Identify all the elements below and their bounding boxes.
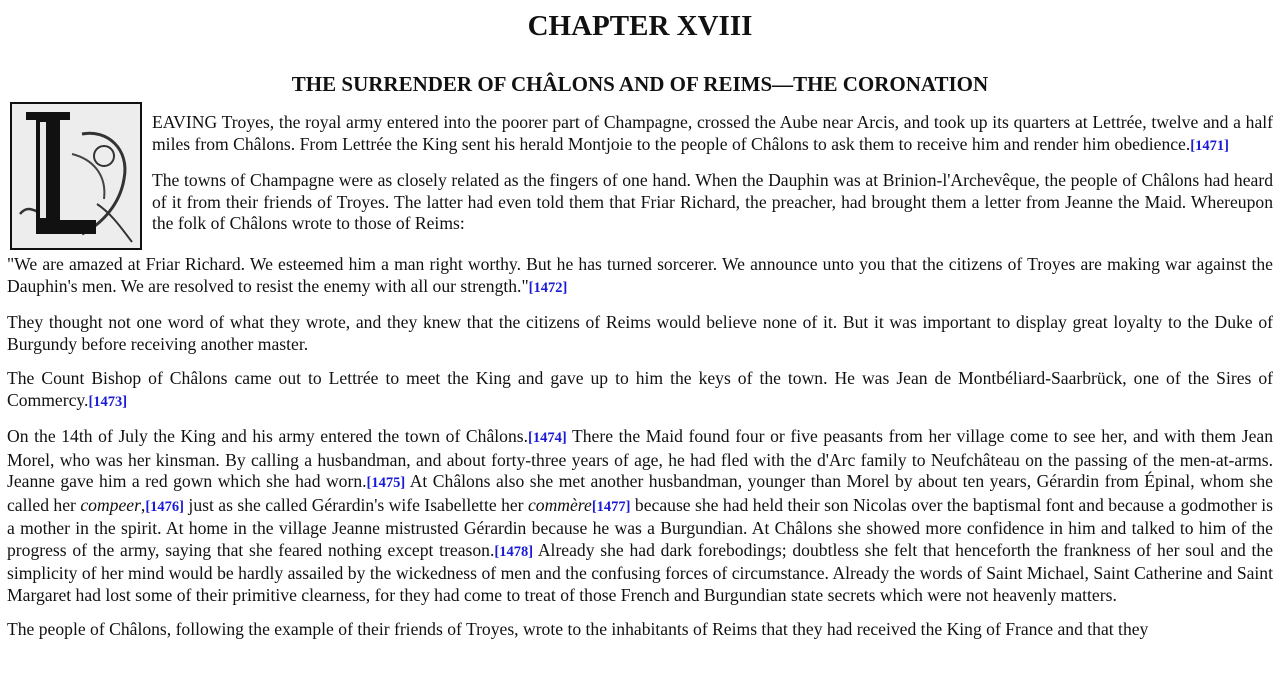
footnote-link-1472[interactable]: [1472] [528, 279, 568, 296]
paragraph-6 [7, 426, 1273, 606]
footnote-link-1471[interactable]: [1471] [1190, 137, 1229, 154]
paragraph-6-text-b: There the Maid found four or five peasants from her village come to see her, and with them Jean Morel, who was her kinsman. By calling a husbandman, and about forty-three years of age, he had fled with the d'Arc family to Neufchâteau on the passing of the men-at-arms. Jeanne gave him a red gown which she had worn. [7, 426, 1273, 491]
chapter-number: CHAPTER XVIII [527, 10, 753, 42]
footnote-link-1473[interactable]: [1473] [88, 393, 128, 410]
paragraph-6-text-c: At Châlons also she met another husbandman, younger than Morel by about ten years, Gérardin from Épinal, whom she called her [7, 471, 1273, 515]
paragraph-6-text-f: just as she called Gérardin's wife Isabellette her [184, 494, 528, 515]
paragraph-2-text: The towns of Champagne were as closely related as the fingers of one hand. When the Dauphin was at Brinion-l'Archevêque, the people of Châlons had heard of it from their friends of Troyes. The latter had even told them that Friar Richard, the preacher, had brought them a letter from Jeanne the Maid. Whereupon the folk of Châlons wrote to those of Reims: [152, 170, 1273, 233]
paragraph-1-text: EAVING Troyes, the royal army entered into the poorer part of Champagne, crossed the Aube near Arcis, and took up its quarters at Lettrée, twelve and a half miles from Châlons. From Lettrée the King sent his herald Montjoie to the people of Châlons to ask them to receive him and render him obedience. [152, 112, 1273, 154]
document-page [0, 8, 1280, 641]
paragraph-6-text-a: On the 14th of July the King and his army entered the town of Châlons. [7, 426, 528, 446]
dropcap-drawing [12, 104, 140, 248]
illuminated-initial-l-icon [10, 102, 142, 250]
footnote-link-1474[interactable]: [1474] [528, 430, 567, 446]
paragraph-5-text: The Count Bishop of Châlons came out to Lettrée to meet the King and gave up to him the keys of the town. He was Jean de Montbéliard-Saarbrück, one of the Sires of Commercy. [7, 368, 1273, 410]
footnote-link-1477[interactable]: [1477] [591, 498, 631, 515]
paragraph-3-text: "We are amazed at Friar Richard. We esteemed him a man right worthy. But he has turned sorcerer. We announce unto you that the citizens of Troyes are making war against the Dauphin's men. We are resolved to resist the enemy with all our strength." [7, 254, 1273, 296]
footnote-link-1476[interactable]: [1476] [145, 498, 184, 515]
paragraph-3-quote [7, 254, 1273, 299]
footnote-link-1478[interactable]: [1478] [494, 543, 534, 560]
paragraph-7-text: The people of Châlons, following the example of their friends of Troyes, wrote to the inhabitants of Reims that they had received the King of France and that they [7, 619, 1149, 639]
paragraph-2 [7, 170, 1273, 235]
term-commere: commère [527, 494, 592, 515]
paragraph-6-text-i: Already she had dark forebodings; doubtless she felt that henceforth the frankness of her soul and the simplicity of her mind would be hardly assailed by the wickedness of men and the confusing forces of circumstance. Already the words of Saint Michael, Saint Catherine and Saint Margaret had lost some of their primitive clearness, for they had come to treat of those French and Burgundian state secrets which were not heavenly matters. [7, 539, 1273, 605]
footnote-link-1475[interactable]: [1475] [366, 475, 406, 491]
paragraph-7 [7, 619, 1273, 641]
paragraph-4 [7, 312, 1273, 355]
paragraph-5 [7, 368, 1273, 413]
paragraph-6-comma: , [140, 494, 146, 515]
paragraph-1 [7, 112, 1273, 157]
paragraph-6-text-h: because she had held their son Nicolas over the baptismal font and because a godmother is a mother in the spirit. At home in the village Jeanne mistrusted Gérardin because he was a Burgundian. At Châlons she showed more confidence in him and talked to him of the progress of the army, saying that she feared nothing except treason. [7, 494, 1274, 560]
term-compeer: compeer [80, 494, 141, 515]
paragraph-4-text: They thought not one word of what they wrote, and they knew that the citizens of Reims would believe none of it. But it was important to display great loyalty to the Duke of Burgundy before receiving another master. [7, 312, 1273, 354]
chapter-title: THE SURRENDER OF CHÂLONS AND OF REIMS—THE CORONATION [291, 72, 989, 96]
